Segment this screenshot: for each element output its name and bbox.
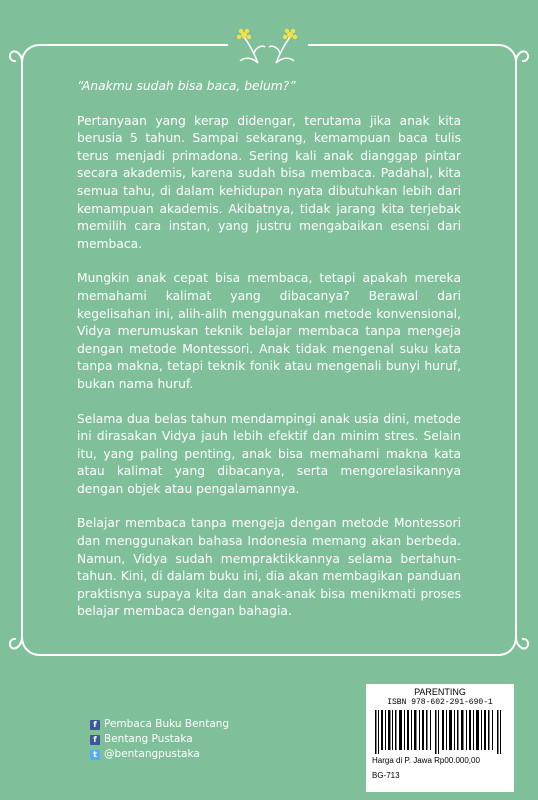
social-links — [90, 717, 229, 762]
social-item-twitter — [90, 747, 229, 762]
back-cover-text — [77, 78, 461, 638]
paragraph-2: Mungkin anak cepat bisa membaca, tetapi apakah mereka memahami kalimat yang dibacanya? Berawal dari kegelisahan ini, alih-alih menggunakan metode konvensional, Vidya merumuskan teknik belajar membaca tanpa mengeja dengan metode Montessori. Anak tidak mengenal suku kata tanpa makna, tetapi teknik fonik atau mengenali bunyi huruf, bukan nama huruf. — [77, 271, 461, 391]
paragraph-3: Selama dua belas tahun mendampingi anak usia dini, metode ini dirasakan Vidya jauh lebih efektif dan minim stres. Selain itu, yang paling penting, anak bisa memahami makna kata atau kalimat yang dibacanya, serta mengorelasikannya dengan objek atau pengalamannya. — [77, 411, 461, 496]
barcode-box — [366, 684, 514, 792]
social-label: Bentang Pustaka — [104, 733, 193, 745]
facebook-icon: f — [90, 735, 100, 745]
social-label: @bentangpustaka — [104, 748, 200, 760]
facebook-icon: f — [90, 720, 100, 730]
category-label: PARENTING — [414, 687, 466, 697]
social-item-facebook-1 — [90, 717, 229, 732]
product-code: BG-713 — [372, 771, 400, 780]
isbn-label: ISBN 978-602-291-690-1 — [387, 698, 493, 707]
barcode-icon — [373, 710, 507, 754]
price-label: Harga di P. Jawa Rp00.000,00 — [372, 756, 480, 765]
paragraph-1: Pertanyaan yang kerap didengar, terutama jika anak kita berusia 5 tahun. Sampai sekarang, kemampuan baca tulis terus menjadi primadona. Sering kali anak dianggap pintar secara akademis, karena sudah bisa membaca. Padahal, kita semua tahu, di dalam kehidupan nyata dibutuhkan lebih dari kemampuan akademis. Akibatnya, tidak jarang kita terjebak memilih cara instan, yang justru mengabaikan esensi dari membaca. — [77, 113, 461, 251]
social-label: Pembaca Buku Bentang — [104, 718, 230, 730]
opening-quote: “Anakmu sudah bisa baca, belum?” — [77, 79, 296, 93]
social-item-facebook-2 — [90, 732, 229, 747]
paragraph-4: Belajar membaca tanpa mengeja dengan metode Montessori dan menggunakan bahasa Indonesia memang akan berbeda. Namun, Vidya sudah mempraktikkannya selama bertahun-tahun. Kini, di dalam buku ini, dia akan membagikan panduan praktisnya supaya kita dan anak-anak bisa menikmati proses belajar membaca dengan bahagia. — [77, 516, 461, 619]
twitter-icon: t — [90, 750, 100, 760]
flower-ornament-icon — [232, 27, 302, 67]
